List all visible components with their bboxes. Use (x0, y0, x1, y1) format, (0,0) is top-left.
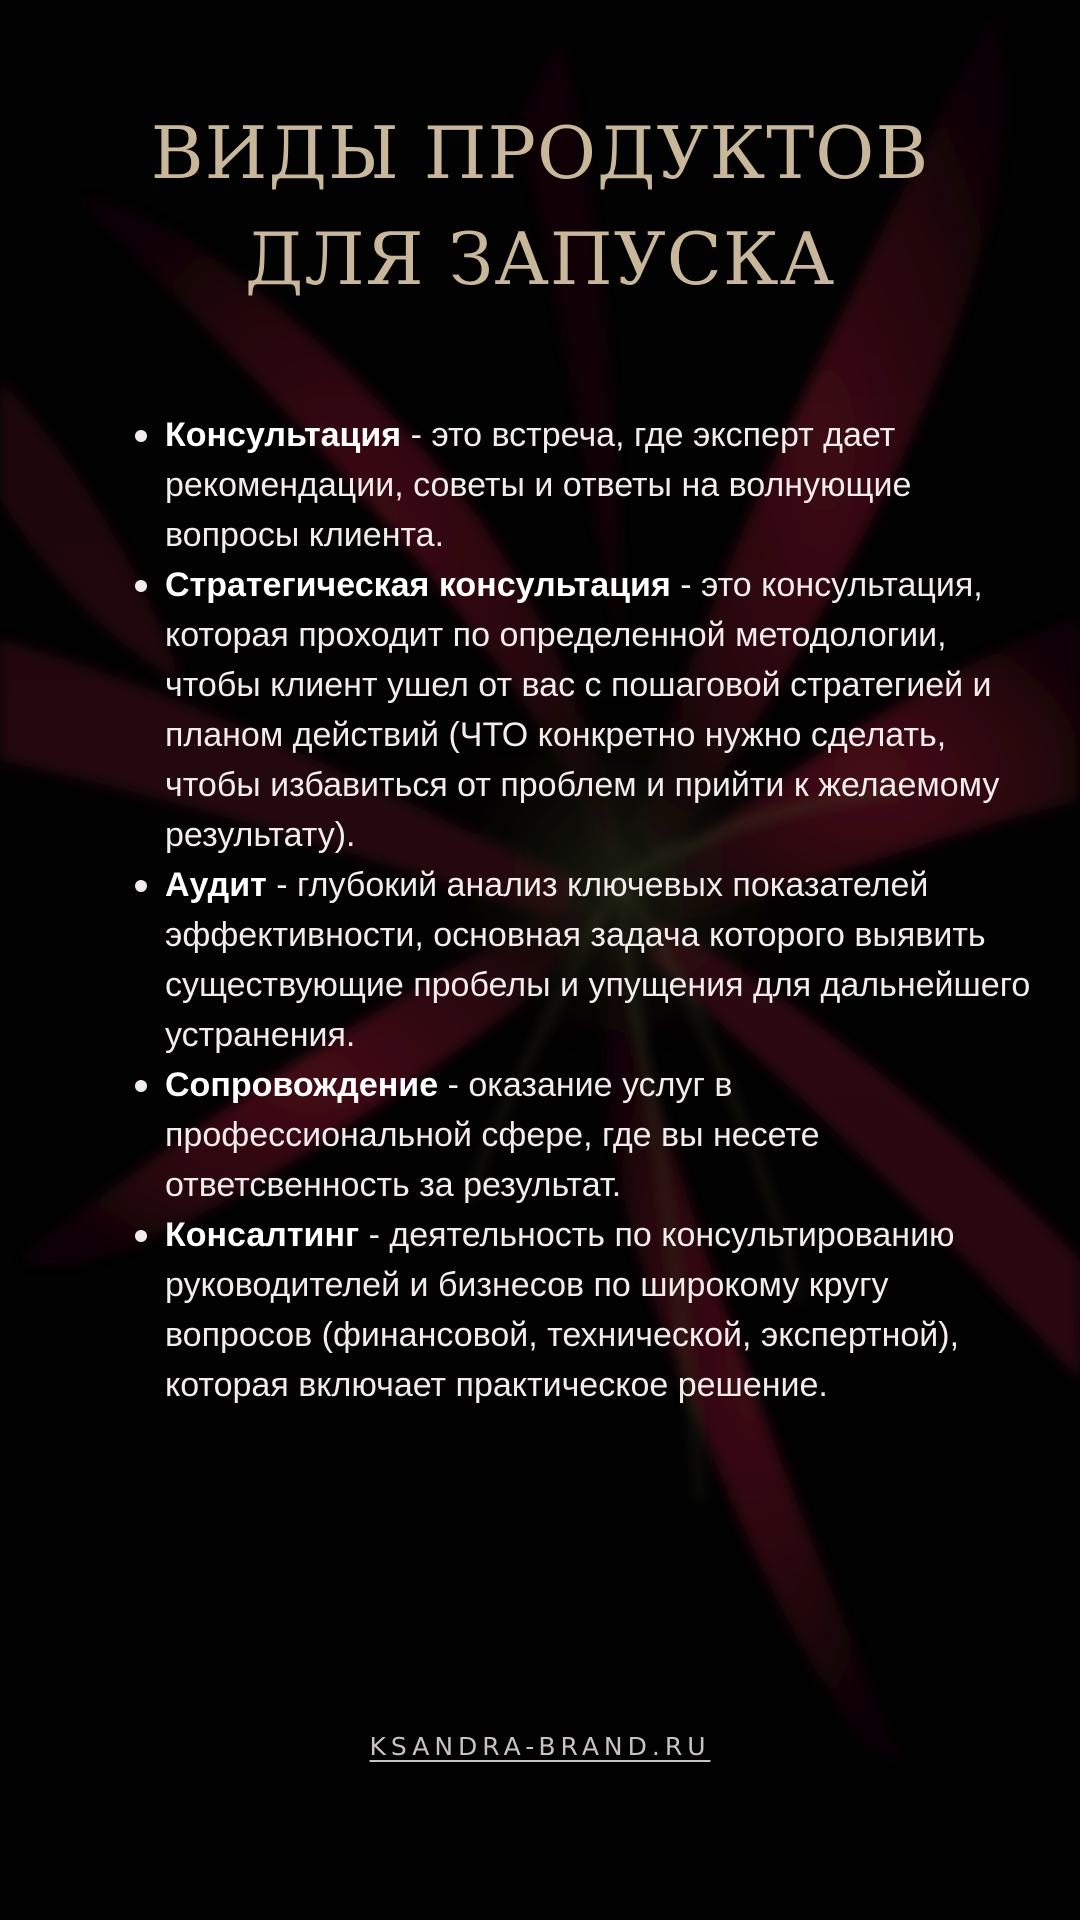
item-description: - деятельность по консультированию руководителей и бизнесов по широкому кругу вопросов (финансовой, технической, экспертной), которая включает практическое решение. (165, 1216, 960, 1404)
title-line-2: ДЛЯ ЗАПУСКА (244, 217, 836, 301)
list-item (165, 1210, 1045, 1410)
item-term: Консалтинг (165, 1216, 360, 1254)
item-term: Консультация (165, 416, 402, 454)
bullet-icon (135, 430, 147, 442)
list-item (165, 410, 1045, 560)
bullet-icon (135, 1230, 147, 1242)
bullet-icon (135, 880, 147, 892)
list-item (165, 1060, 1045, 1210)
bullet-icon (135, 580, 147, 592)
list-item (165, 860, 1045, 1060)
product-types-list (133, 410, 1045, 1410)
item-term: Аудит (165, 866, 267, 904)
website-link[interactable]: KSANDRA-BRAND.RU (369, 1732, 711, 1761)
item-description: - оказание услуг в профессиональной сфере, где вы несете ответсвенность за результат. (165, 1066, 820, 1204)
item-term: Сопровождение (165, 1066, 439, 1104)
bullet-icon (135, 1080, 147, 1092)
title-line-1: ВИДЫ ПРОДУКТОВ (150, 111, 930, 195)
item-description: - глубокий анализ ключевых показателей эффективности, основная задача которого выявить существующие пробелы и упущения для дальнейшего устранения. (165, 866, 1031, 1054)
item-description: - это встреча, где эксперт дает рекомендации, советы и ответы на волнующие вопросы клиента. (165, 416, 912, 554)
page-title (0, 100, 1080, 312)
item-description: - это консультация, которая проходит по определенной методологии, чтобы клиент ушел от вас с пошаговой стратегией и планом действий (ЧТО конкретно нужно сделать, чтобы избавиться от проблем и прийти к желаемому результату). (165, 566, 1000, 854)
list-item (165, 560, 1045, 860)
item-term: Стратегическая консультация (165, 566, 671, 604)
